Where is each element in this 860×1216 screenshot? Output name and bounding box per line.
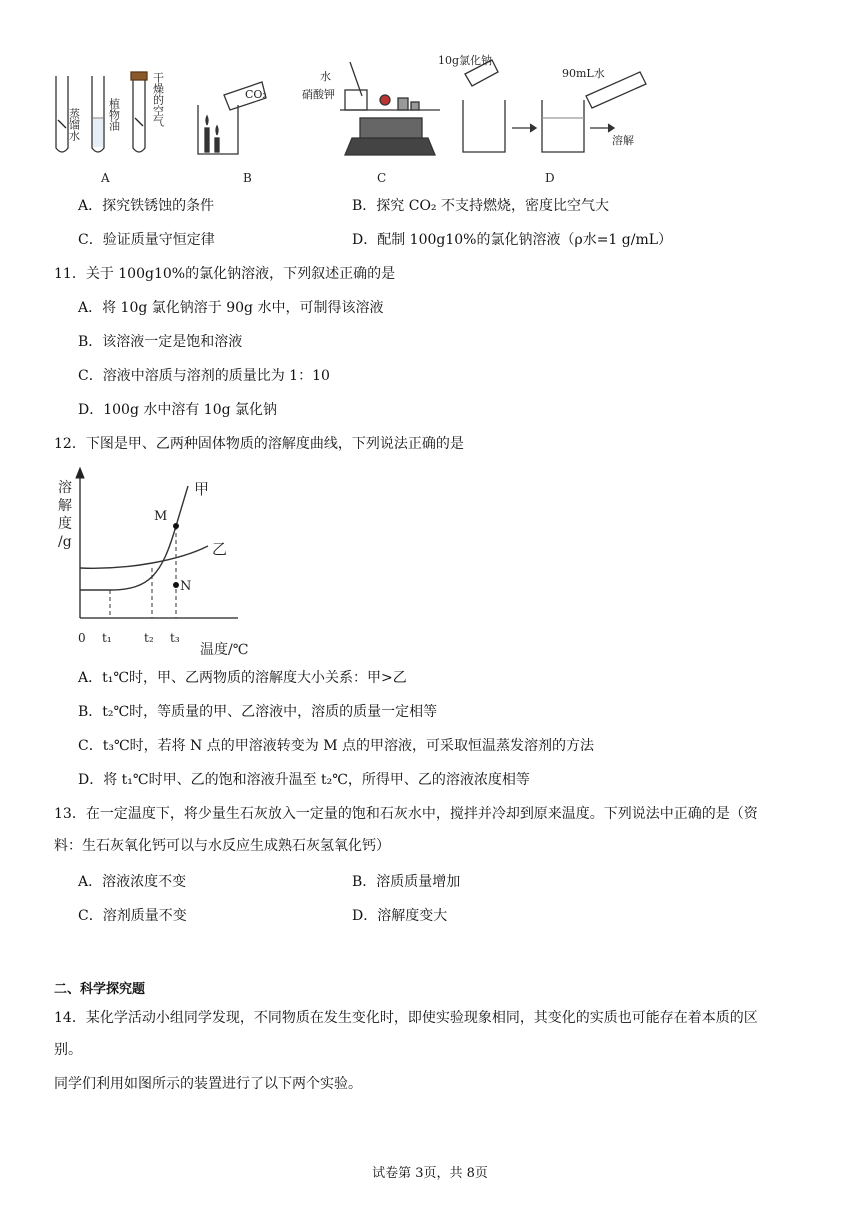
label-vegetable-oil: 植物油 — [107, 98, 121, 131]
label-dissolve: 溶解 — [612, 134, 634, 147]
x-axis-label: 温度/℃ — [200, 642, 249, 658]
q14-line-1: 14．某化学活动小组同学发现，不同物质在发生变化时，即使实验现象相同，其变化的实质也可能存在着本质的区 — [54, 1010, 758, 1026]
label-water-c: 水 — [320, 70, 331, 83]
q13-option-c: C．溶剂质量不变 — [78, 908, 187, 924]
q13-option-a: A．溶液浓度不变 — [78, 874, 187, 890]
label-origin: 0 — [78, 631, 86, 645]
y-label-char-1: 溶 — [58, 480, 72, 496]
q10-option-c: C．验证质量守恒定律 — [78, 232, 215, 248]
label-distilled-water: 蒸馏水 — [67, 108, 81, 141]
label-potassium-nitrate: 硝酸钾 — [302, 88, 335, 101]
figure-c-balance — [340, 62, 440, 155]
q11-stem: 11．关于 100g10%的氯化钠溶液，下列叙述正确的是 — [54, 266, 396, 282]
q12-option-d: D．将 t₁℃时甲、乙的饱和溶液升温至 t₂℃，所得甲、乙的溶液浓度相等 — [78, 772, 530, 788]
tick-t3: t₃ — [170, 631, 180, 645]
q11-option-c: C．溶液中溶质与溶剂的质量比为 1：10 — [78, 368, 330, 384]
q11-option-d: D．100g 水中溶有 10g 氯化钠 — [78, 402, 278, 418]
caption-b: B — [243, 171, 252, 185]
label-dry-air: 干燥的空气 — [151, 72, 165, 127]
q14-line-3: 同学们利用如图所示的装置进行了以下两个实验。 — [54, 1076, 362, 1092]
label-n: N — [180, 579, 192, 594]
tick-t1: t₁ — [102, 631, 112, 645]
q10-option-d: D．配制 100g10%的氯化钠溶液（ρ水=1 g/mL） — [352, 232, 673, 248]
label-m: M — [154, 509, 168, 524]
label-10g-nacl: 10g氯化钠 — [438, 54, 493, 67]
q13-option-b: B．溶质质量增加 — [352, 874, 461, 890]
caption-d: D — [545, 171, 555, 185]
q13-stem-line-2: 料：生石灰氧化钙可以与水反应生成熟石灰氢氧化钙） — [54, 838, 390, 854]
q13-option-d: D．溶解度变大 — [352, 908, 448, 924]
tick-t2: t₂ — [144, 631, 154, 645]
q12-stem: 12．下图是甲、乙两种固体物质的溶解度曲线，下列说法正确的是 — [54, 436, 464, 452]
q14-line-2: 别。 — [54, 1042, 82, 1058]
q11-option-a: A．将 10g 氯化钠溶于 90g 水中，可制得该溶液 — [78, 300, 384, 316]
q11-option-b: B．该溶液一定是饱和溶液 — [78, 334, 243, 350]
q13-stem-line-1: 13．在一定温度下，将少量生石灰放入一定量的饱和石灰水中，搅拌并冷却到原来温度。下列说法中正确的是（资 — [54, 806, 758, 822]
caption-c: C — [377, 171, 387, 185]
point-m — [173, 523, 179, 529]
curve-yi — [80, 546, 208, 568]
y-axis-arrow — [76, 468, 84, 478]
q12-option-b: B．t₂℃时，等质量的甲、乙溶液中，溶质的质量一定相等 — [78, 704, 438, 720]
section-title-science-inquiry: 二、科学探究题 — [54, 982, 146, 997]
y-label-char-3: 度 — [58, 516, 72, 532]
label-co2: CO₂ — [245, 88, 267, 101]
q10-option-a: A．探究铁锈蚀的条件 — [78, 198, 215, 214]
y-label-char-2: 解 — [58, 498, 72, 514]
q10-option-b: B．探究 CO₂ 不支持燃烧，密度比空气大 — [352, 198, 609, 214]
label-90ml-water: 90mL水 — [562, 67, 605, 80]
q12-option-a: A．t₁℃时，甲、乙两物质的溶解度大小关系：甲>乙 — [78, 670, 407, 686]
label-yi: 乙 — [212, 540, 228, 558]
solubility-curve-graph — [50, 462, 250, 658]
label-jia: 甲 — [194, 480, 210, 498]
page-footer: 试卷第 3页，共 8页 — [372, 1166, 488, 1181]
point-n — [173, 582, 179, 588]
y-label-char-4: /g — [58, 534, 72, 550]
question-10-figure — [0, 0, 860, 190]
curve-jia — [80, 486, 188, 590]
caption-a: A — [101, 171, 110, 185]
q12-option-c: C．t₃℃时，若将 N 点的甲溶液转变为 M 点的甲溶液，可采取恒温蒸发溶剂的方法 — [78, 738, 594, 754]
